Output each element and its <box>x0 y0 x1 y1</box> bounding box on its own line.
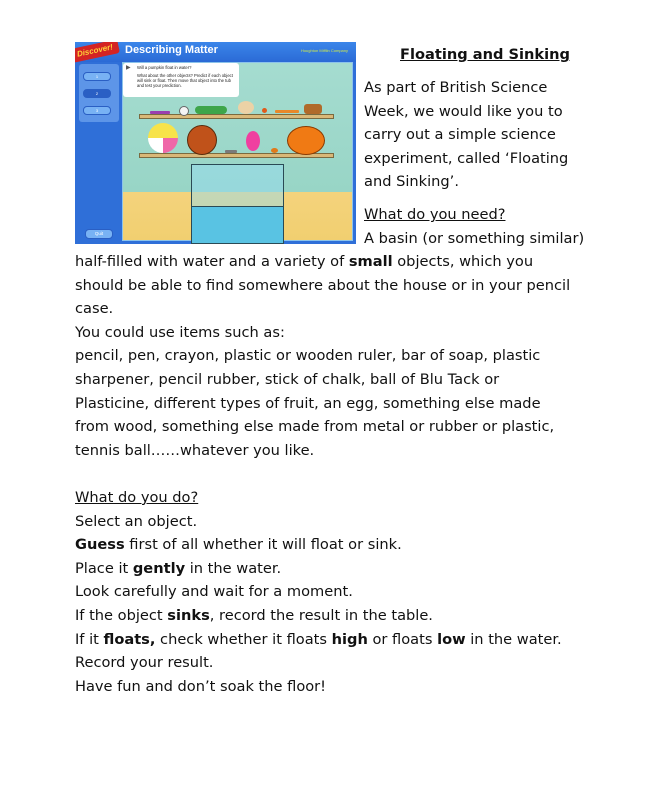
need-line: should be able to find somewhere about the house or in your pencil <box>75 276 571 294</box>
nut-icon <box>271 148 278 153</box>
need-line: half-filled with water and a variety of small objects, which you <box>75 253 534 270</box>
nav-button-3: 3 <box>83 106 111 115</box>
step-line: Record your result. <box>75 654 214 672</box>
step-line: Look carefully and wait for a moment. <box>75 583 353 601</box>
nav-button-1: 1 <box>83 72 111 81</box>
intro-line: experiment, called ‘Floating <box>364 149 569 167</box>
pumpkin-icon <box>287 126 325 155</box>
need-line: A basin (or something similar) <box>364 230 585 247</box>
describing-matter-screenshot <box>75 42 356 244</box>
discover-banner: Discover! <box>75 42 120 63</box>
items-intro: You could use items such as: <box>75 323 285 341</box>
step-line: Place it gently in the water. <box>75 559 282 577</box>
fruit-icon <box>262 108 267 113</box>
crayon-icon <box>150 111 170 114</box>
step-line: Have fun and don’t soak the floor! <box>75 677 327 695</box>
intro-line: Week, we would like you to <box>364 102 563 120</box>
items-line: sharpener, pencil rubber, stick of chalk, ball of Blu Tack or <box>75 370 500 388</box>
ball-icon <box>179 106 189 116</box>
potato-icon <box>238 101 254 114</box>
intro-paragraph <box>364 76 568 194</box>
basketball-icon <box>187 125 217 155</box>
items-line: pencil, pen, crayon, plastic or wooden ruler, bar of soap, plastic <box>75 347 541 365</box>
page-title: Floating and Sinking <box>400 46 570 63</box>
body-text <box>75 250 570 698</box>
pencil-icon <box>275 110 299 113</box>
speaker-icon: ▶ <box>126 65 131 71</box>
beach-ball-icon <box>148 123 178 153</box>
vegetable-icon <box>195 106 227 114</box>
step-line: If it floats, check whether it floats high or floats low in the water. <box>75 630 562 648</box>
step-line: Select an object. <box>75 512 198 530</box>
blank-line <box>75 462 570 486</box>
quit-button: Quit <box>85 229 113 239</box>
question-bubble <box>123 63 239 97</box>
step-line: Guess first of all whether it will float or sink. <box>75 536 402 554</box>
nav-button-2: 2 <box>83 89 111 98</box>
do-heading: What do you do? <box>75 488 199 506</box>
need-line: case. <box>75 300 114 318</box>
bread-icon <box>304 104 322 114</box>
balloon-icon <box>246 131 260 151</box>
publisher-label: Houghton Mifflin Company <box>300 48 348 53</box>
intro-line: and Sinking’. <box>364 173 459 191</box>
intro-line: As part of British Science <box>364 79 548 96</box>
emphasis-small: small <box>348 253 393 270</box>
items-line: from wood, something else made from metal or rubber or plastic, <box>75 418 555 436</box>
tank-water <box>192 206 283 243</box>
instruction-text: What about the other objects? Predict if each object will sink or float. Then move that object into the tub and test your prediction. <box>137 73 233 88</box>
sharpener-icon <box>225 150 237 153</box>
intro-line: carry out a simple science <box>364 126 556 144</box>
water-tank <box>191 164 284 244</box>
items-line: tennis ball……whatever you like. <box>75 441 315 459</box>
items-line: Plasticine, different types of fruit, an egg, something else made <box>75 394 541 412</box>
need-heading: What do you need? <box>364 206 506 223</box>
top-shelf <box>139 114 334 119</box>
question-text: Will a pumpkin float in water? <box>137 65 192 70</box>
app-title: Describing Matter <box>125 44 218 56</box>
step-line: If the object sinks, record the result in the table. <box>75 606 433 624</box>
